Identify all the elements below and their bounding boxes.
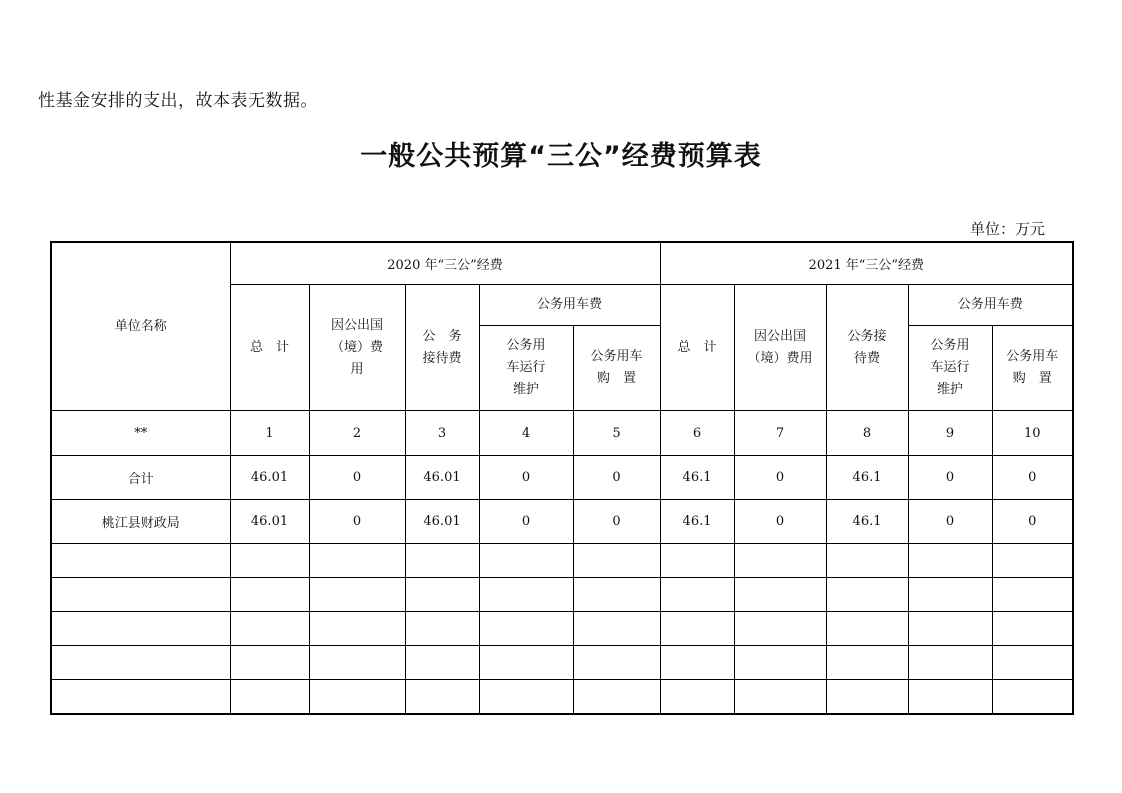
empty-cell [660,646,734,680]
table-cell: 0 [734,500,826,544]
empty-cell [908,578,992,612]
index-cell: 8 [826,411,908,456]
empty-cell [992,680,1073,715]
table-cell: 46.01 [405,456,479,500]
vehicle-buy-2021-header [992,326,1073,411]
table-cell: 0 [479,456,573,500]
empty-cell [51,578,230,612]
reception-2021-line-2: 待费 [854,350,881,366]
empty-cell [826,646,908,680]
table-cell: 46.1 [660,456,734,500]
table-cell: 0 [309,456,405,500]
table-cell: 0 [734,456,826,500]
empty-cell [230,680,309,715]
empty-cell [51,612,230,646]
abroad-2020-header [309,285,405,411]
empty-cell [826,578,908,612]
empty-row [51,680,1073,715]
empty-row [51,612,1073,646]
empty-cell [660,612,734,646]
empty-cell [405,680,479,715]
index-row [51,411,1073,456]
empty-cell [51,646,230,680]
abroad-2020-line-3: 用 [350,361,364,377]
reception-2020-line-1: 公 务 [422,328,462,344]
abroad-2020-line-1: 因公出国 [330,317,383,333]
empty-cell [309,680,405,715]
table-cell: 0 [479,500,573,544]
abroad-2020-line-2: （境）费 [330,339,383,355]
empty-cell [660,544,734,578]
reception-2020-header [405,285,479,411]
empty-cell [309,646,405,680]
row-label: 桃江县财政局 [51,500,230,544]
vehicle-op-2021-line-2: 车运行 [930,360,970,375]
vehicle-op-2020-line-2: 车运行 [506,360,546,375]
table-cell: 0 [992,456,1073,500]
empty-cell [992,544,1073,578]
empty-cell [908,680,992,715]
unit-name-header: 单位名称 [51,242,230,411]
vehicle-op-2021-header [908,326,992,411]
total-2021-header: 总 计 [660,285,734,411]
empty-cell [230,612,309,646]
abroad-2021-header [734,285,826,411]
table-cell: 0 [573,500,660,544]
empty-cell [573,612,660,646]
empty-cell [734,646,826,680]
vehicle-op-2020-line-1: 公务用 [506,338,546,353]
table-row-total [51,456,1073,500]
vehicle-buy-2021-line-1: 公务用车 [1006,349,1059,364]
vehicle-2020-group-header: 公务用车费 [479,285,660,326]
empty-cell [908,544,992,578]
empty-cell [405,578,479,612]
table-cell: 46.01 [405,500,479,544]
index-cell: 6 [660,411,734,456]
vehicle-op-2020-header [479,326,573,411]
row-label: 合计 [51,456,230,500]
empty-cell [660,680,734,715]
table-cell: 0 [992,500,1073,544]
table-cell: 0 [573,456,660,500]
table-row-finance-bureau [51,500,1073,544]
empty-row [51,578,1073,612]
index-cell: 9 [908,411,992,456]
empty-cell [908,612,992,646]
empty-cell [826,680,908,715]
abroad-2021-line-1: 因公出国 [754,328,807,344]
empty-cell [573,646,660,680]
total-2020-header: 总 计 [230,285,309,411]
table-cell: 46.1 [660,500,734,544]
empty-cell [660,578,734,612]
empty-cell [479,680,573,715]
abroad-2021-line-2: （境）费用 [747,350,813,366]
index-cell: 4 [479,411,573,456]
empty-cell [479,646,573,680]
index-cell: 3 [405,411,479,456]
index-cell: 2 [309,411,405,456]
table-cell: 46.1 [826,500,908,544]
empty-cell [826,544,908,578]
empty-cell [309,544,405,578]
empty-cell [309,578,405,612]
empty-cell [405,612,479,646]
empty-cell [734,544,826,578]
table-cell: 0 [908,456,992,500]
empty-cell [734,680,826,715]
empty-cell [573,680,660,715]
index-cell: 5 [573,411,660,456]
unit-label: 单位：万元 [970,220,1046,238]
empty-cell [405,646,479,680]
empty-cell [309,612,405,646]
empty-cell [51,544,230,578]
intro-text: 性基金安排的支出，故本表无数据。 [38,91,318,111]
reception-2020-line-2: 接待费 [422,350,462,366]
empty-cell [479,578,573,612]
index-cell: 1 [230,411,309,456]
vehicle-op-2021-line-1: 公务用 [930,338,970,353]
budget-table [50,241,1074,715]
table-cell: 46.1 [826,456,908,500]
vehicle-buy-2020-line-2: 购 置 [597,371,637,386]
empty-cell [734,578,826,612]
empty-cell [826,612,908,646]
vehicle-buy-2020-line-1: 公务用车 [590,349,643,364]
vehicle-2021-group-header: 公务用车费 [908,285,1073,326]
empty-cell [573,578,660,612]
index-cell: ** [51,411,230,456]
empty-cell [908,646,992,680]
vehicle-buy-2020-header [573,326,660,411]
empty-cell [992,646,1073,680]
empty-cell [573,544,660,578]
index-cell: 10 [992,411,1073,456]
page-title: 一般公共预算“三公”经费预算表 [360,141,762,172]
empty-cell [230,544,309,578]
empty-cell [479,612,573,646]
vehicle-op-2021-line-3: 维护 [937,382,964,397]
empty-cell [405,544,479,578]
index-cell: 7 [734,411,826,456]
empty-row [51,646,1073,680]
empty-cell [479,544,573,578]
vehicle-buy-2021-line-2: 购 置 [1012,371,1052,386]
empty-cell [230,578,309,612]
reception-2021-line-1: 公务接 [847,328,887,344]
vehicle-op-2020-line-3: 维护 [512,382,539,397]
year-2021-header: 2021 年“三公”经费 [660,242,1073,285]
table-cell: 46.01 [230,500,309,544]
empty-cell [734,612,826,646]
year-2020-header: 2020 年“三公”经费 [230,242,660,285]
table-cell: 46.01 [230,456,309,500]
reception-2021-header [826,285,908,411]
empty-cell [992,612,1073,646]
table-cell: 0 [309,500,405,544]
empty-cell [51,680,230,715]
empty-cell [992,578,1073,612]
empty-cell [230,646,309,680]
empty-row [51,544,1073,578]
table-cell: 0 [908,500,992,544]
